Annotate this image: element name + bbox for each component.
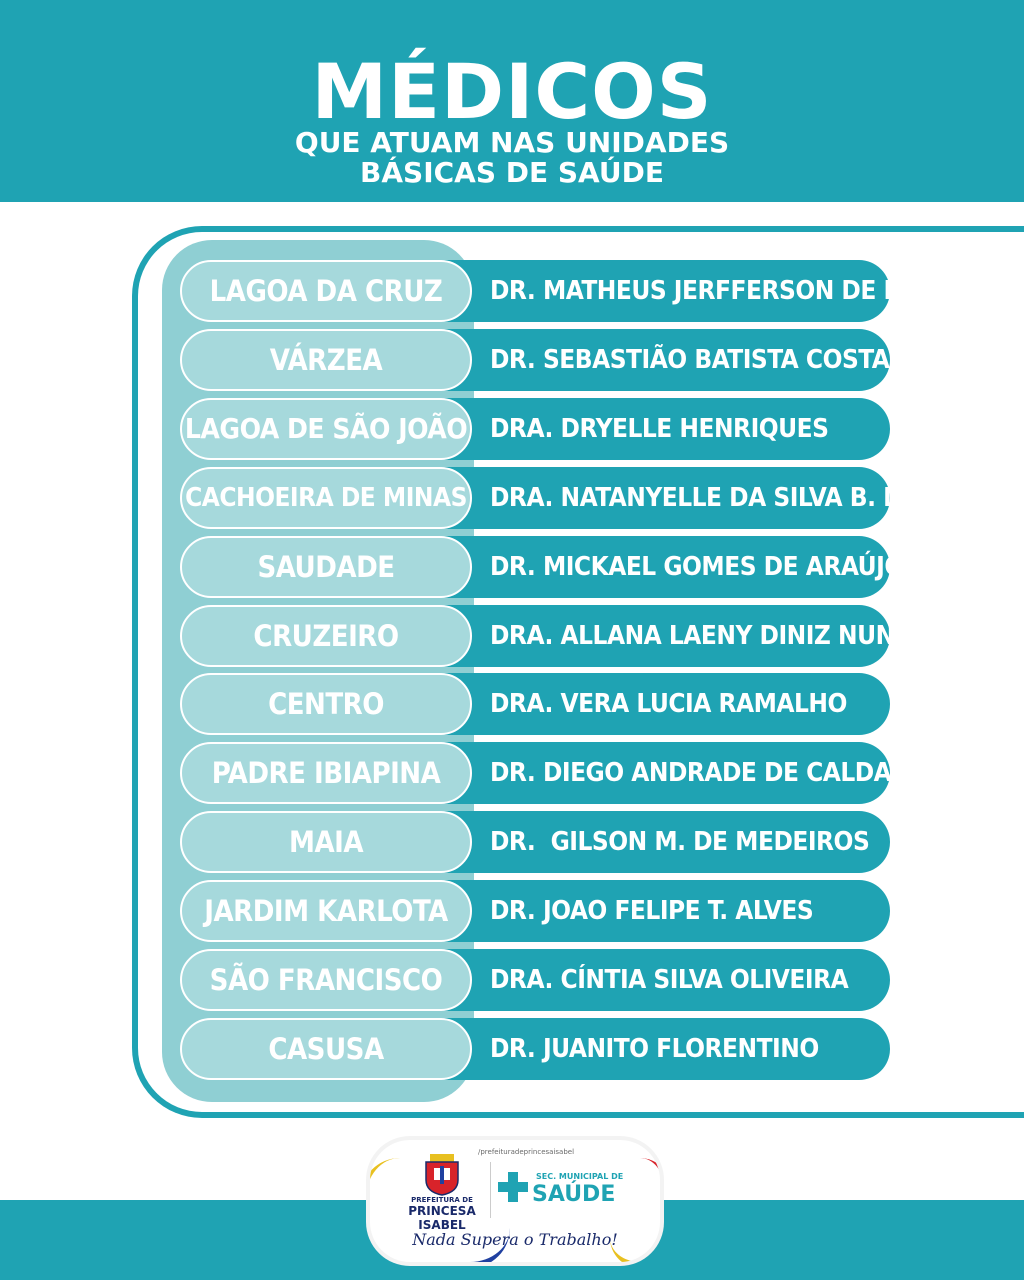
- location-name: CENTRO: [268, 687, 384, 722]
- doctor-name: DR. SEBASTIÃO BATISTA COSTA: [490, 344, 890, 375]
- prefeitura-label: PREFEITURA DE: [411, 1196, 473, 1204]
- list-item: [180, 1018, 890, 1080]
- location-name: LAGOA DA CRUZ: [209, 274, 443, 308]
- doctor-name: DR. MICKAEL GOMES DE ARAÚJO: [490, 551, 904, 582]
- page-subtitle-line2: BÁSICAS DE SAÚDE: [360, 156, 664, 189]
- secretaria-label: SEC. MUNICIPAL DE: [536, 1172, 624, 1181]
- health-plus-icon: [496, 1170, 530, 1204]
- city-crest-icon: [422, 1152, 462, 1196]
- location-name: CRUZEIRO: [253, 618, 399, 653]
- list-item: [180, 742, 908, 804]
- location-name: CACHOEIRA DE MINAS: [185, 482, 467, 513]
- doctor-name: DRA. ALLANA LAENY DINIZ NUNES: [490, 620, 927, 651]
- location-name: CASUSA: [268, 1031, 384, 1066]
- doctor-name: DR. DIEGO ANDRADE DE CALDAS: [490, 758, 908, 789]
- social-handle: /prefeituradeprincesaisabel: [478, 1148, 575, 1156]
- list-item: [180, 811, 890, 873]
- list-item: [180, 880, 890, 942]
- list-item: [180, 467, 953, 529]
- list-item: [180, 329, 890, 391]
- page-title: MÉDICOS: [311, 47, 713, 136]
- location-name: VÁRZEA: [269, 342, 383, 377]
- list-item: [180, 260, 947, 322]
- location-name: SÃO FRANCISCO: [209, 963, 443, 997]
- doctor-name: DRA. DRYELLE HENRIQUES: [490, 413, 829, 444]
- doctor-name: DR. MATHEUS JERFFERSON DE LIMA: [490, 276, 947, 306]
- list-item: [180, 536, 904, 598]
- doctor-name: DRA. VERA LUCIA RAMALHO: [490, 689, 847, 720]
- logo-card: [370, 1140, 660, 1262]
- slogan: Nada Supera o Trabalho!: [412, 1230, 618, 1249]
- list-item: [180, 673, 890, 735]
- saude-logo-text: SAÚDE: [532, 1182, 616, 1207]
- list-item: [180, 605, 927, 667]
- list-item: [180, 398, 890, 460]
- location-name: JARDIM KARLOTA: [204, 894, 448, 929]
- location-name: SAUDADE: [257, 549, 395, 584]
- logo-divider: [490, 1162, 491, 1218]
- page-subtitle-line1: QUE ATUAM NAS UNIDADES: [294, 126, 730, 159]
- doctor-name: DR. GILSON M. DE MEDEIROS: [490, 827, 870, 858]
- list-item: [180, 949, 890, 1011]
- location-name: LAGOA DE SÃO JOÃO: [184, 411, 468, 445]
- doctor-name: DRA. CÍNTIA SILVA OLIVEIRA: [490, 965, 849, 995]
- location-name: MAIA: [288, 825, 364, 860]
- doctor-name: DR. JOAO FELIPE T. ALVES: [490, 896, 814, 927]
- doctor-name: DR. JUANITO FLORENTINO: [490, 1033, 819, 1064]
- doctor-name: DRA. NATANYELLE DA SILVA B. LEITE: [490, 482, 953, 513]
- location-name: PADRE IBIAPINA: [211, 756, 441, 791]
- prefeitura-name: PRINCESA ISABEL: [408, 1204, 476, 1232]
